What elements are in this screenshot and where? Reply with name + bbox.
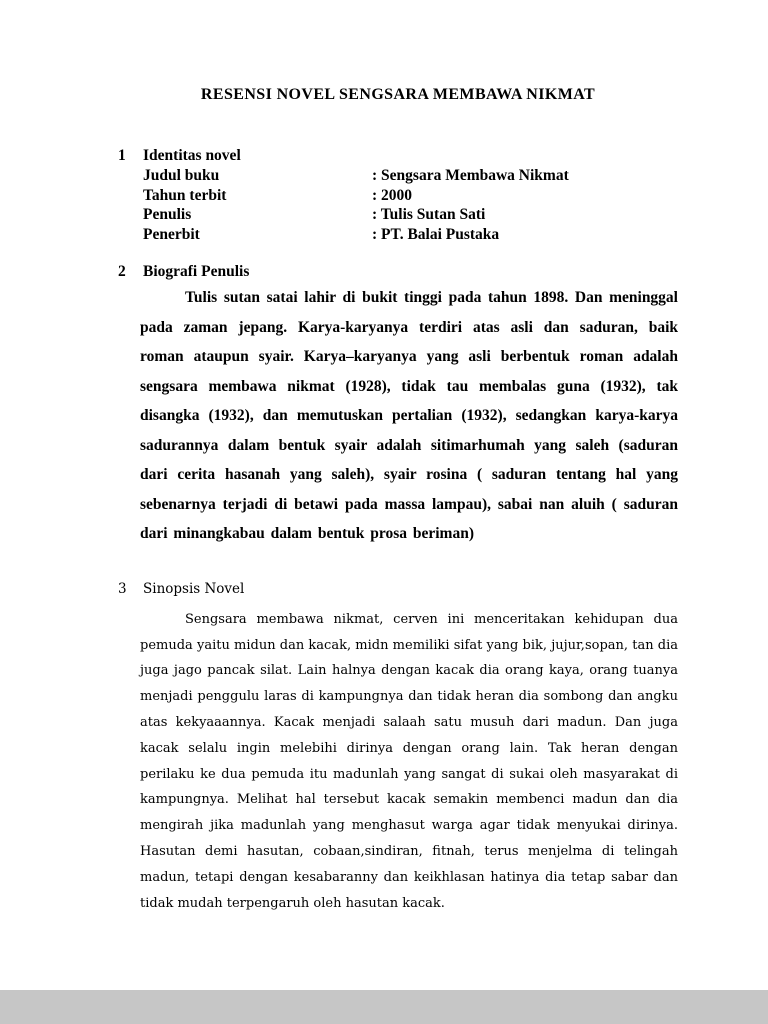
section-heading [118,579,678,599]
field-row-tahun-terbit [143,186,678,206]
page-bottom-edge [0,990,768,1024]
field-label: Tahun terbit [143,186,227,204]
sinopsis-paragraph: Sengsara membawa nikmat, cerven ini menceritakan kehidupan dua pemuda yaitu midun dan kacak, midn memiliki sifat yang bik, jujur,sopan, tan dia juga jago pancak silat. Lain halnya dengan kacak dia orang kaya, orang tuanya menjadi penggulu laras di kampungnya dan tidak heran dia sombong dan angku atas kekyaaannya. Kacak menjadi salaah satu musuh dari madun. Dan juga kacak selalu ingin melebihi dirinya dengan orang lain. Tak heran dengan perilaku ke dua pemuda itu madunlah yang sangat di sukai oleh masyarakat di kampungnya. Melihat hal tersebut kacak semakin membenci madun dan dia mengirah jika madunlah yang menghasut warga agar tidak menyukai dirinya. Hasutan demi hasutan, cobaan,sindiran, fitnah, terus menjelma di telingah madun, tetapi dengan kesabaranny dan keikhlasan hatinya dia tetap sabar dan tidak mudah terpengaruh oleh hasutan kacak. [140,611,678,911]
field-row-judul-buku [143,166,678,186]
section-number: 3 [118,580,127,597]
field-value: : 2000 [372,186,413,204]
section-title: Identitas novel [143,147,241,164]
section-heading [118,146,678,166]
field-label: Penerbit [143,225,200,243]
field-row-penerbit [143,225,678,245]
field-value: : PT. Balai Pustaka [372,225,500,243]
field-value: : Tulis Sutan Sati [372,206,486,224]
section-title: Sinopsis Novel [143,580,245,597]
section-number: 1 [118,147,126,164]
field-label: Judul buku [143,167,220,184]
field-row-penulis [143,205,678,225]
biografi-paragraph: Tulis sutan satai lahir di bukit tinggi pada tahun 1898. Dan meninggal pada zaman jepang. Karya-karyanya terdiri atas asli dan saduran, baik roman ataupun syair. Karya–karyanya yang asli berbentuk roman adalah sengsara membawa nikmat (1928), tidak tau membalas guna (1932), tak disangka (1932), dan memutuskan pertalian (1932), sedangkan karya-karya sadurannya dalam bentuk syair adalah sitimarhumah yang saleh (saduran dari cerita hasanah yang saleh), syair rosina ( saduran tentang hal yang sebenarnya terjadi di betawi pada massa lampau), sabai nan aluih ( saduran dari minangkabau dalam bentuk prosa beriman) [140,289,678,543]
section-title: Biografi Penulis [143,263,250,281]
section-biografi-penulis [118,262,678,549]
section-heading [118,262,678,282]
section-sinopsis-novel [118,579,678,917]
identitas-fields [143,166,678,244]
field-label: Penulis [143,206,192,224]
section-identitas-novel [118,146,678,244]
field-value: : Sengsara Membawa Nikmat [372,167,569,184]
document-title: RESENSI NOVEL SENGSARA MEMBAWA NIKMAT [200,86,596,103]
section-number: 2 [118,263,126,281]
